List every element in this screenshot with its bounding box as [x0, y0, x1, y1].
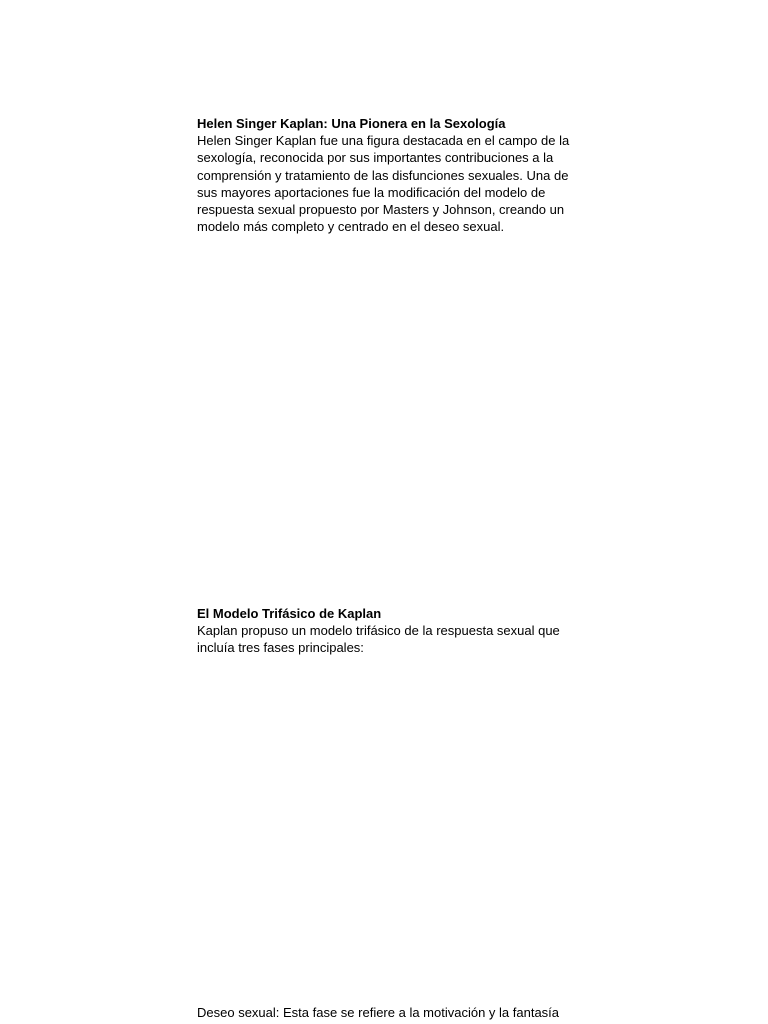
section-paragraph: Kaplan propuso un modelo trifásico de la respuesta sexual que incluía tres fases principales:	[197, 623, 560, 656]
section-model	[197, 605, 577, 657]
section-intro	[197, 115, 577, 235]
section-heading: Helen Singer Kaplan: Una Pionera en la Sexología	[197, 116, 506, 131]
section-phase-desire	[197, 1004, 577, 1021]
section-paragraph: Deseo sexual: Esta fase se refiere a la motivación y la fantasía	[197, 1005, 560, 1020]
section-paragraph: Helen Singer Kaplan fue una figura destacada en el campo de la sexología, reconocida por sus importantes contribuciones a la comprensión y tratamiento de las disfunciones sexuales. Una de sus mayores aportaciones fue la modificación del modelo de respuesta sexual propuesto por Masters y Johnson, creando un modelo más completo y centrado en el deseo sexual.	[197, 133, 570, 235]
section-heading: El Modelo Trifásico de Kaplan	[197, 606, 382, 621]
